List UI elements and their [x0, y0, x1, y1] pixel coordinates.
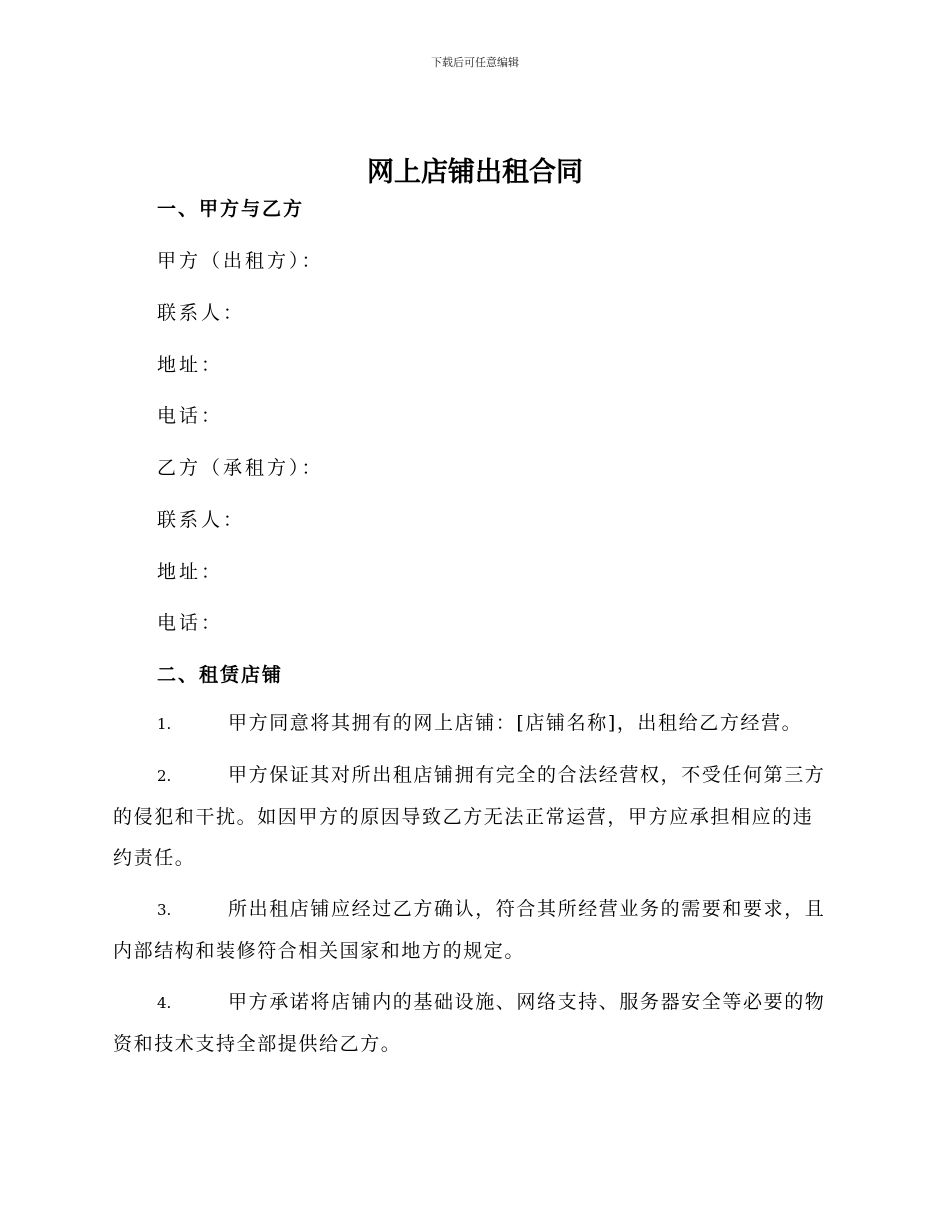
clause-number: 2. — [157, 767, 172, 785]
party-b-label: 乙方（承租方）： — [157, 457, 324, 479]
clause-text: 所出租店铺应经过乙方确认，符合其所经营业务的需要和要求，且内部结构和装修符合相关国家和地方的规定。 — [113, 898, 826, 962]
party-a-address: 地址： — [157, 354, 224, 376]
document-title: 网上店铺出租合同 — [367, 157, 583, 188]
clause-item — [113, 889, 833, 972]
clause-item — [113, 703, 833, 745]
clause-text: 甲方承诺将店铺内的基础设施、网络支持、服务器安全等必要的物资和技术支持全部提供给乙方。 — [113, 991, 826, 1055]
header-note: 下载后可任意编辑 — [431, 56, 519, 69]
clause-number: 4. — [157, 994, 172, 1012]
party-b-contact: 联系人： — [157, 509, 246, 531]
party-b-phone: 电话： — [157, 612, 224, 634]
clause-text: 甲方保证其对所出租店铺拥有完全的合法经营权，不受任何第三方的侵犯和干扰。如因甲方的原因导致乙方无法正常运营，甲方应承担相应的违约责任。 — [113, 764, 826, 869]
clause-number: 1. — [157, 715, 172, 733]
clause-number: 3. — [157, 901, 172, 919]
clause-item — [113, 982, 833, 1065]
party-b-address: 地址： — [157, 561, 224, 583]
party-a-contact: 联系人： — [157, 302, 246, 324]
clause-text: 甲方同意将其拥有的网上店铺：[店铺名称]，出租给乙方经营。 — [228, 712, 803, 734]
section-heading-parties: 一、甲方与乙方 — [157, 198, 305, 220]
section-heading-lease: 二、租赁店铺 — [157, 664, 284, 686]
party-a-label: 甲方（出租方）： — [157, 250, 324, 272]
clause-item — [113, 755, 833, 879]
party-a-phone: 电话： — [157, 405, 224, 427]
